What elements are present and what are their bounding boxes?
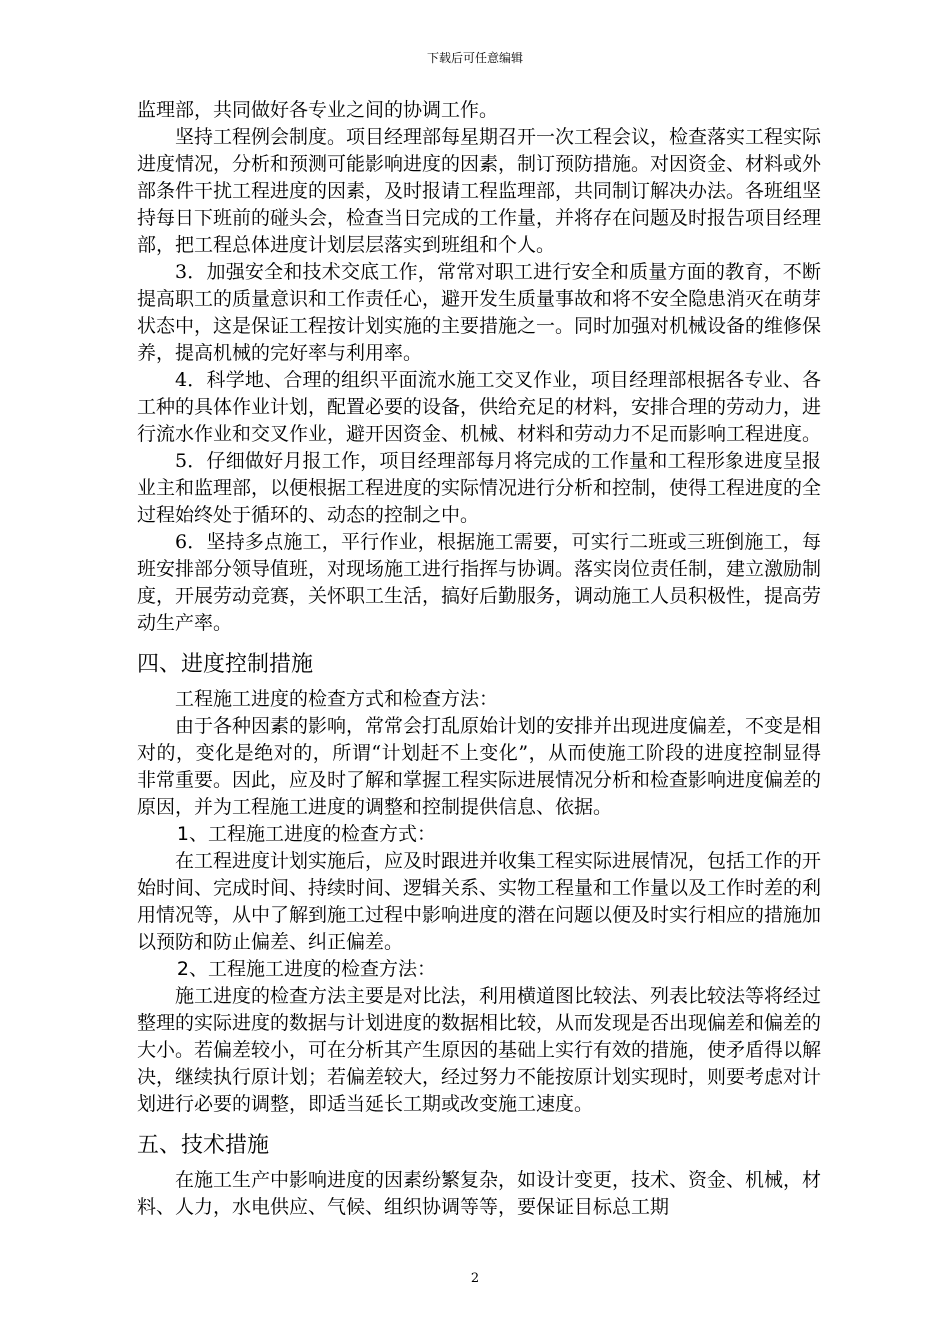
page-number: 2 bbox=[470, 1271, 480, 1286]
paragraph: 在施工生产中影响进度的因素纷繁复杂，如设计变更，技术、资金、机械，材料、人力，水电供应、气候、组织协调等等，要保证目标总工期 bbox=[137, 1169, 822, 1218]
paragraph: 工程施工进度的检查方式和检查方法： bbox=[175, 688, 499, 710]
paragraph: 4．科学地、合理的组织平面流水施工交叉作业，项目经理部根据各专业、各工种的具体作业计划，配置必要的设备，供给充足的材料，安排合理的劳动力，进行流水作业和交叉作业，避开因资金、机械、材料和劳动力不足而影响工程进度。 bbox=[137, 369, 822, 445]
paragraph: 监理部，共同做好各专业之间的协调工作。 bbox=[137, 99, 499, 121]
paragraph: 施工进度的检查方法主要是对比法，利用横道图比较法、列表比较法等将经过整理的实际进度的数据与计划进度的数据相比较，从而发现是否出现偏差和偏差的大小。若偏差较小，可在分析其产生原因的基础上实行有效的措施，使矛盾得以解决，继续执行原计划；若偏差较大，经过努力不能按原计划实现时，则要考虑对计划进行必要的调整，即适当延长工期或改变施工速度。 bbox=[137, 985, 822, 1115]
subsection-heading: 1、工程施工进度的检查方式： bbox=[176, 823, 436, 845]
section-heading: 五、技术措施 bbox=[137, 1133, 270, 1158]
paragraph: 5．仔细做好月报工作，项目经理部每月将完成的工作量和工程形象进度呈报业主和监理部，以便根据工程进度的实际情况进行分析和控制，使得工程进度的全过程始终处于循环的、动态的控制之中。 bbox=[137, 450, 822, 526]
document-body bbox=[137, 97, 821, 1221]
paragraph: 在工程进度计划实施后，应及时跟进并收集工程实际进展情况，包括工作的开始时间、完成时间、持续时间、逻辑关系、实物工程量和工作量以及工作时差的利用情况等，从中了解到施工过程中影响进度的潜在问题以便及时实行相应的措施加以预防和防止偏差、纠正偏差。 bbox=[137, 850, 822, 953]
paragraph: 由于各种因素的影响，常常会打乱原始计划的安排并出现进度偏差，不变是相对的，变化是绝对的，所谓“计划赶不上变化”，从而使施工阶段的进度控制显得非常重要。因此，应及时了解和掌握工程实际进展情况分析和检查影响进度偏差的原因，并为工程施工进度的调整和控制提供信息、依据。 bbox=[137, 715, 822, 818]
page-header: 下载后可任意编辑 bbox=[426, 51, 523, 65]
paragraph: 3．加强安全和技术交底工作，常常对职工进行安全和质量方面的教育，不断提高职工的质量意识和工作责任心，避开发生质量事故和将不安全隐患消灭在萌芽状态中，这是保证工程按计划实施的主要措施之一。同时加强对机械设备的维修保养，提高机械的完好率与利用率。 bbox=[137, 261, 822, 364]
paragraph: 坚持工程例会制度。项目经理部每星期召开一次工程会议，检查落实工程实际进度情况，分析和预测可能影响进度的因素，制订预防措施。对因资金、材料或外部条件干扰工程进度的因素，及时报请工程监理部，共同制订解决办法。各班组坚持每日下班前的碰头会，检查当日完成的工作量，并将存在问题及时报告项目经理部，把工程总体进度计划层层落实到班组和个人。 bbox=[137, 126, 822, 256]
paragraph: 6．坚持多点施工，平行作业，根据施工需要，可实行二班或三班倒施工，每班安排部分领导值班，对现场施工进行指挥与协调。落实岗位责任制，建立激励制度，开展劳动竞赛，关怀职工生活，搞好后勤服务，调动施工人员积极性，提高劳动生产率。 bbox=[137, 531, 822, 634]
section-heading: 四、进度控制措施 bbox=[137, 652, 314, 677]
subsection-heading: 2、工程施工进度的检查方法： bbox=[176, 958, 436, 980]
